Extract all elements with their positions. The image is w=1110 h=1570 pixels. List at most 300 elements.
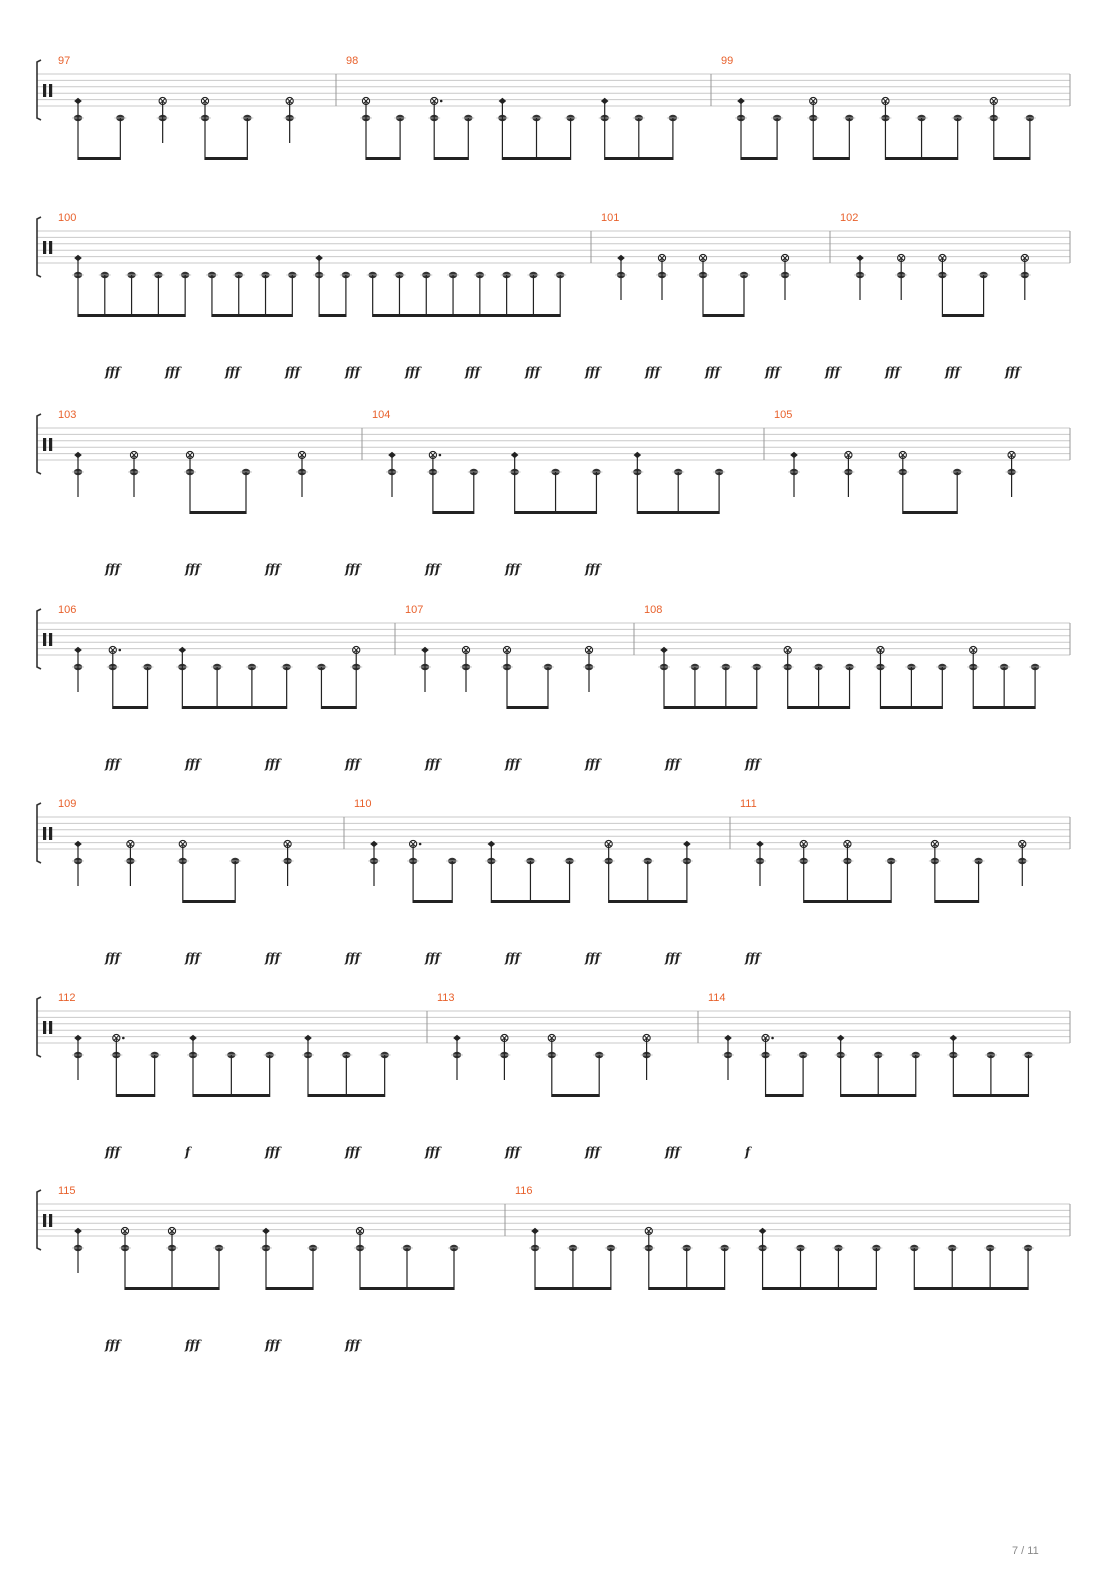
note (760, 1034, 774, 1097)
measure (405, 604, 595, 709)
note (72, 98, 84, 160)
measure-number: 112 (58, 992, 76, 1004)
dynamic-marking: fff (465, 365, 481, 379)
note (307, 1245, 319, 1290)
percussion-clef (49, 827, 52, 840)
dynamic-marking: fff (505, 951, 521, 965)
note (448, 1245, 460, 1290)
note (350, 646, 362, 709)
note-beam (841, 1094, 916, 1097)
note (564, 858, 576, 903)
percussion-clef (43, 1021, 46, 1034)
note (879, 97, 891, 160)
note (897, 451, 909, 514)
note (947, 1035, 959, 1097)
note (72, 647, 84, 692)
note (427, 451, 441, 514)
note (798, 840, 810, 903)
note (633, 115, 645, 160)
note (368, 841, 380, 886)
dynamic-marking: fff (585, 562, 601, 576)
note (788, 452, 800, 497)
note (501, 272, 513, 317)
note-beam (973, 706, 1035, 709)
note (895, 254, 907, 300)
note-beam (649, 1287, 725, 1290)
staff-system (37, 212, 1070, 379)
dynamic-marking: fff (425, 562, 441, 576)
note (872, 1052, 884, 1097)
note (184, 451, 196, 514)
measure (774, 409, 1018, 514)
measure-number: 109 (58, 798, 77, 810)
note (978, 272, 990, 317)
dynamic-marking: fff (505, 757, 521, 771)
note (951, 469, 963, 514)
dynamic-marking: f (185, 1145, 191, 1159)
percussion-clef (43, 1214, 46, 1227)
note (211, 664, 223, 709)
note (936, 254, 948, 317)
note (583, 646, 595, 692)
note-beam (880, 706, 942, 709)
note (485, 841, 497, 903)
staff-system (37, 798, 1070, 965)
dynamic-marking: fff (885, 365, 901, 379)
staff-system (37, 992, 1070, 1159)
note (713, 469, 725, 514)
note (567, 1245, 579, 1290)
note (1024, 115, 1036, 160)
note (835, 1035, 847, 1097)
system-bracket (37, 609, 41, 669)
note (874, 646, 886, 709)
note (246, 664, 258, 709)
note-beam (766, 1094, 804, 1097)
note-beam (193, 1094, 270, 1097)
staff-system (37, 55, 1070, 160)
note (354, 1227, 366, 1290)
percussion-clef (49, 438, 52, 451)
note (631, 452, 643, 514)
note (166, 1227, 178, 1290)
note-beam (212, 314, 292, 317)
system-bracket (37, 1190, 41, 1250)
dynamic-marking: fff (745, 757, 761, 771)
note-beam (373, 314, 561, 317)
note (110, 1034, 124, 1097)
note (738, 272, 750, 317)
note (998, 664, 1010, 709)
note (501, 646, 513, 709)
dynamic-marking: fff (345, 1338, 361, 1352)
dynamic-marking: fff (405, 365, 421, 379)
note (593, 1052, 605, 1097)
percussion-clef (49, 1021, 52, 1034)
note (72, 1035, 84, 1080)
measure (58, 409, 308, 514)
measure-number: 97 (58, 55, 71, 67)
note (542, 664, 554, 709)
note-beam (190, 511, 246, 514)
note (451, 1035, 463, 1080)
dynamic-marking: fff (345, 757, 361, 771)
note-beam (788, 706, 850, 709)
note (142, 664, 154, 709)
measure (601, 212, 791, 317)
note (885, 858, 897, 903)
note (722, 1035, 734, 1080)
note (152, 272, 164, 317)
note (689, 664, 701, 709)
measure-number: 98 (346, 55, 359, 67)
note (149, 1052, 161, 1097)
note (119, 1227, 131, 1290)
percussion-clef (43, 438, 46, 451)
note (854, 255, 866, 300)
note (757, 1228, 769, 1290)
measure-number: 104 (372, 409, 391, 421)
note (719, 1245, 731, 1290)
dynamic-marking: fff (105, 757, 121, 771)
note (550, 469, 562, 514)
measure-number: 100 (58, 212, 77, 224)
note (187, 1035, 199, 1097)
dynamic-marking: f (745, 1145, 751, 1159)
note (984, 1245, 996, 1290)
note (554, 272, 566, 317)
note (229, 858, 241, 903)
note-beam (763, 1287, 877, 1290)
dynamic-marking: fff (105, 1338, 121, 1352)
note (199, 97, 211, 160)
measure-number: 99 (721, 55, 734, 67)
measure (708, 992, 1034, 1097)
note (1019, 254, 1031, 300)
dynamic-marking: fff (345, 951, 361, 965)
note (529, 1228, 541, 1290)
measure (58, 604, 362, 709)
measure (437, 992, 653, 1097)
note (107, 646, 121, 709)
note (643, 1227, 655, 1290)
note (590, 469, 602, 514)
note-beam (664, 706, 757, 709)
dynamic-marking: fff (745, 951, 761, 965)
note (929, 840, 941, 903)
note-beam (813, 157, 849, 160)
note (428, 97, 442, 160)
dynamic-marking: fff (425, 757, 441, 771)
measure (58, 55, 296, 160)
note (447, 272, 459, 317)
note-beam (535, 1287, 611, 1290)
note-beam (637, 511, 719, 514)
note (905, 664, 917, 709)
note-beam (515, 511, 597, 514)
note-beam (205, 157, 247, 160)
dynamic-marking: fff (105, 365, 121, 379)
note (641, 1034, 653, 1080)
dynamic-marking: fff (425, 1145, 441, 1159)
dynamic-marking: fff (285, 365, 301, 379)
note (656, 254, 668, 300)
note (340, 1052, 352, 1097)
note (531, 115, 543, 160)
note (843, 115, 855, 160)
note (446, 858, 458, 903)
dynamic-marking: fff (665, 757, 681, 771)
percussion-clef (43, 241, 46, 254)
staff-system (37, 409, 1070, 576)
note-beam (360, 1287, 454, 1290)
dynamic-marking: fff (765, 365, 781, 379)
note (386, 452, 398, 497)
note (394, 115, 406, 160)
system-bracket (37, 60, 41, 120)
note-beam (308, 1094, 385, 1097)
note-beam (116, 1094, 154, 1097)
note (315, 664, 327, 709)
note (126, 272, 138, 317)
note-beam (552, 1094, 599, 1097)
note (667, 115, 679, 160)
note (946, 1245, 958, 1290)
measure-number: 107 (405, 604, 424, 616)
note (735, 98, 747, 160)
augmentation-dot (440, 100, 443, 103)
note (908, 1245, 920, 1290)
dynamic-marking: fff (265, 1338, 281, 1352)
note (795, 1245, 807, 1290)
note-beam (953, 1094, 1028, 1097)
note (240, 469, 252, 514)
note-beam (609, 900, 687, 903)
note (813, 664, 825, 709)
measure-number: 103 (58, 409, 77, 421)
note (973, 858, 985, 903)
measure-number: 110 (354, 798, 372, 810)
note-beam (935, 900, 979, 903)
note (697, 254, 709, 317)
measure (58, 1185, 460, 1290)
note (393, 272, 405, 317)
note-beam (804, 900, 891, 903)
note (1006, 451, 1018, 497)
note (754, 841, 766, 886)
note (916, 115, 928, 160)
measure-number: 108 (644, 604, 663, 616)
note-beam (366, 157, 400, 160)
measure-number: 106 (58, 604, 77, 616)
dynamic-marking: fff (705, 365, 721, 379)
note (474, 272, 486, 317)
note (751, 664, 763, 709)
note (1022, 1245, 1034, 1290)
note (72, 255, 84, 317)
staff-system (37, 1185, 1070, 1352)
dynamic-marking: fff (265, 562, 281, 576)
note (72, 452, 84, 497)
note-beam (266, 1287, 313, 1290)
measure (58, 798, 294, 903)
dynamic-marking: fff (345, 365, 361, 379)
note-beam (125, 1287, 219, 1290)
note (407, 840, 421, 903)
dynamic-marking: fff (665, 951, 681, 965)
note (124, 840, 136, 886)
note (985, 1052, 997, 1097)
note (468, 469, 480, 514)
dynamic-marking: fff (345, 562, 361, 576)
measure-number: 101 (601, 212, 620, 224)
note-beam (942, 314, 983, 317)
note (72, 1228, 84, 1273)
note (460, 646, 472, 692)
dynamic-marking: fff (1005, 365, 1021, 379)
system-bracket (37, 217, 41, 277)
note (936, 664, 948, 709)
note (241, 115, 253, 160)
dynamic-marking: fff (105, 1145, 121, 1159)
note (462, 115, 474, 160)
measure-number: 113 (437, 992, 455, 1004)
augmentation-dot (122, 1037, 125, 1040)
augmentation-dot (118, 649, 121, 652)
dynamic-marking: fff (345, 1145, 361, 1159)
note (952, 115, 964, 160)
note (179, 272, 191, 317)
dynamic-marking: fff (265, 951, 281, 965)
note (367, 272, 379, 317)
note (379, 1052, 391, 1097)
note (284, 97, 296, 143)
note (797, 1052, 809, 1097)
note (615, 255, 627, 300)
note (844, 664, 856, 709)
note (498, 1034, 510, 1080)
dynamic-marking: fff (505, 562, 521, 576)
note-beam (78, 157, 120, 160)
note (360, 97, 372, 160)
dynamic-marking: fff (505, 1145, 521, 1159)
page-number: 7 / 11 (1012, 1545, 1039, 1557)
augmentation-dot (771, 1037, 774, 1040)
measure-number: 105 (774, 409, 793, 421)
note-beam (605, 157, 673, 160)
measure-number: 114 (708, 992, 726, 1004)
percussion-clef (43, 827, 46, 840)
note-beam (507, 706, 548, 709)
note (672, 469, 684, 514)
dynamic-marking: fff (265, 757, 281, 771)
note-beam (319, 314, 346, 317)
measure (644, 604, 1041, 709)
note (313, 255, 325, 317)
dynamic-marking: fff (945, 365, 961, 379)
note (642, 858, 654, 903)
measure (840, 212, 1031, 317)
dynamic-marking: fff (425, 951, 441, 965)
dynamic-marking: fff (585, 1145, 601, 1159)
note (527, 272, 539, 317)
note (419, 647, 431, 692)
note (114, 115, 126, 160)
dynamic-marking: fff (185, 757, 201, 771)
note-beam (903, 511, 957, 514)
note (128, 451, 140, 497)
measure-number: 111 (740, 798, 757, 810)
percussion-clef (43, 84, 46, 97)
percussion-clef (49, 633, 52, 646)
system-bracket (37, 997, 41, 1057)
note (72, 841, 84, 886)
note (340, 272, 352, 317)
note (565, 115, 577, 160)
note (771, 115, 783, 160)
dynamic-marking: fff (105, 562, 121, 576)
note (176, 647, 188, 709)
note (302, 1035, 314, 1097)
measure (346, 55, 679, 160)
note-beam (78, 314, 185, 317)
note (832, 1245, 844, 1290)
note (496, 98, 508, 160)
note (910, 1052, 922, 1097)
note (420, 272, 432, 317)
system-bracket (37, 803, 41, 863)
note (1022, 1052, 1034, 1097)
note (841, 840, 853, 903)
note (260, 1228, 272, 1290)
measure (721, 55, 1036, 160)
augmentation-dot (439, 454, 442, 457)
percussion-clef (49, 1214, 52, 1227)
note-beam (885, 157, 957, 160)
note-beam (703, 314, 744, 317)
note (264, 1052, 276, 1097)
note (260, 272, 272, 317)
note-beam (321, 706, 356, 709)
measure-number: 102 (840, 212, 859, 224)
note (213, 1245, 225, 1290)
measure (354, 798, 693, 903)
note (282, 840, 294, 886)
note (605, 1245, 617, 1290)
note (720, 664, 732, 709)
percussion-clef (49, 84, 52, 97)
percussion-clef (43, 633, 46, 646)
measure (515, 1185, 1034, 1290)
note-beam (914, 1287, 1028, 1290)
note (681, 841, 693, 903)
note (546, 1034, 558, 1097)
dynamic-marking: fff (165, 365, 181, 379)
measure-number: 116 (515, 1185, 533, 1197)
note (509, 452, 521, 514)
measure-number: 115 (58, 1185, 76, 1197)
note (599, 98, 611, 160)
note-beam (113, 706, 148, 709)
note (206, 272, 218, 317)
staff-system (37, 604, 1070, 771)
note (988, 97, 1000, 160)
note-beam (741, 157, 777, 160)
note-beam (502, 157, 570, 160)
measure (740, 798, 1028, 903)
dynamic-marking: fff (665, 1145, 681, 1159)
augmentation-dot (419, 843, 422, 846)
